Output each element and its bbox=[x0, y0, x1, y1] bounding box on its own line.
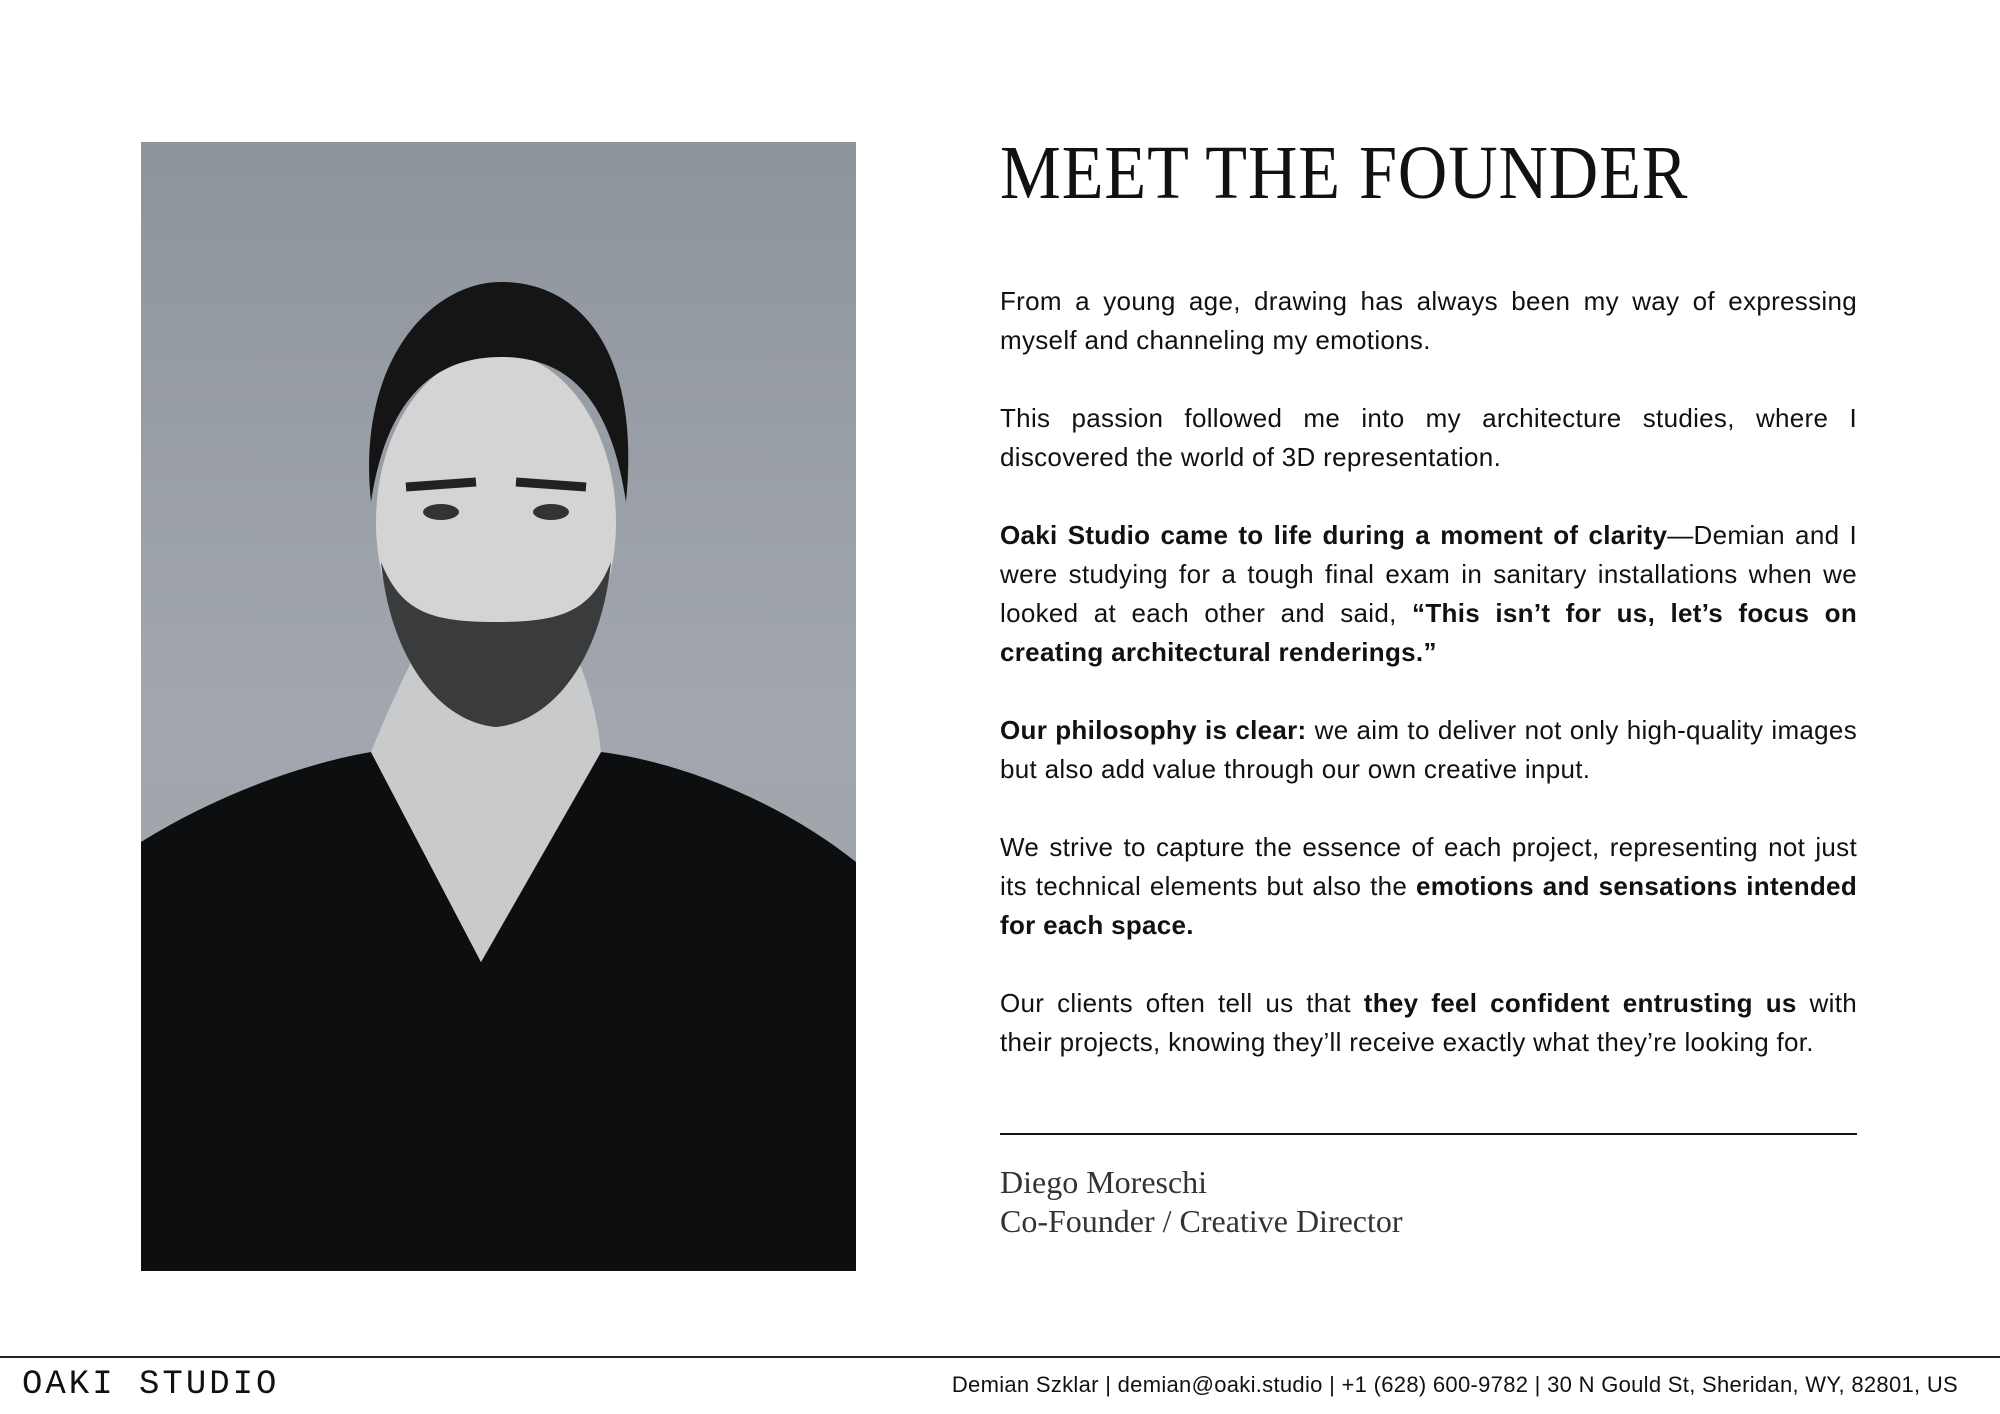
signature bbox=[1000, 1163, 1403, 1241]
text: From a young age, drawing has always been my way of expressing myself and channeling my emotions. bbox=[1000, 286, 1857, 355]
text: we aim to deliver not only high-quality images but also add value through our own creative input. bbox=[1000, 715, 1857, 784]
bold-text: emotions and sensations intended for each space. bbox=[1000, 871, 1857, 940]
signature-name: Diego Moreschi bbox=[1000, 1164, 1208, 1200]
paragraph bbox=[1000, 282, 1857, 360]
page-title: MEET THE FOUNDER bbox=[1000, 131, 1689, 215]
founder-story-text bbox=[1000, 282, 1857, 1101]
text: Our clients often tell us that bbox=[1000, 988, 1364, 1018]
text: with their projects, knowing they’ll receive exactly what they’re looking for. bbox=[1000, 988, 1857, 1057]
paragraph bbox=[1000, 711, 1857, 789]
text: This passion followed me into my architecture studies, where I discovered the world of 3D representation. bbox=[1000, 403, 1857, 472]
founder-portrait-photo bbox=[141, 142, 856, 1271]
text: —Demian and I were studying for a tough final exam in sanitary installations when we looked at each other and said, bbox=[1000, 520, 1857, 628]
paragraph bbox=[1000, 399, 1857, 477]
footer-divider bbox=[0, 1356, 2000, 1358]
paragraph bbox=[1000, 516, 1857, 672]
text: We strive to capture the essence of each project, representing not just its technical elements but also the bbox=[1000, 832, 1857, 901]
bold-text: they feel confident entrusting us bbox=[1363, 988, 1797, 1018]
paragraph bbox=[1000, 828, 1857, 945]
bold-text: Oaki Studio came to life during a moment of clarity bbox=[1000, 520, 1668, 550]
footer-contact-info: Demian Szklar | demian@oaki.studio | +1 (628) 600-9782 | 30 N Gould St, Sheridan, WY, 82801, US bbox=[951, 1372, 1958, 1397]
footer-brand-logo: OAKI STUDIO bbox=[22, 1366, 280, 1404]
bold-text: Our philosophy is clear: bbox=[1000, 715, 1307, 745]
paragraph bbox=[1000, 984, 1857, 1062]
signature-role: Co-Founder / Creative Director bbox=[1000, 1203, 1403, 1239]
divider bbox=[1000, 1133, 1857, 1135]
bold-text: “This isn’t for us, let’s focus on creating architectural renderings.” bbox=[1000, 598, 1857, 667]
